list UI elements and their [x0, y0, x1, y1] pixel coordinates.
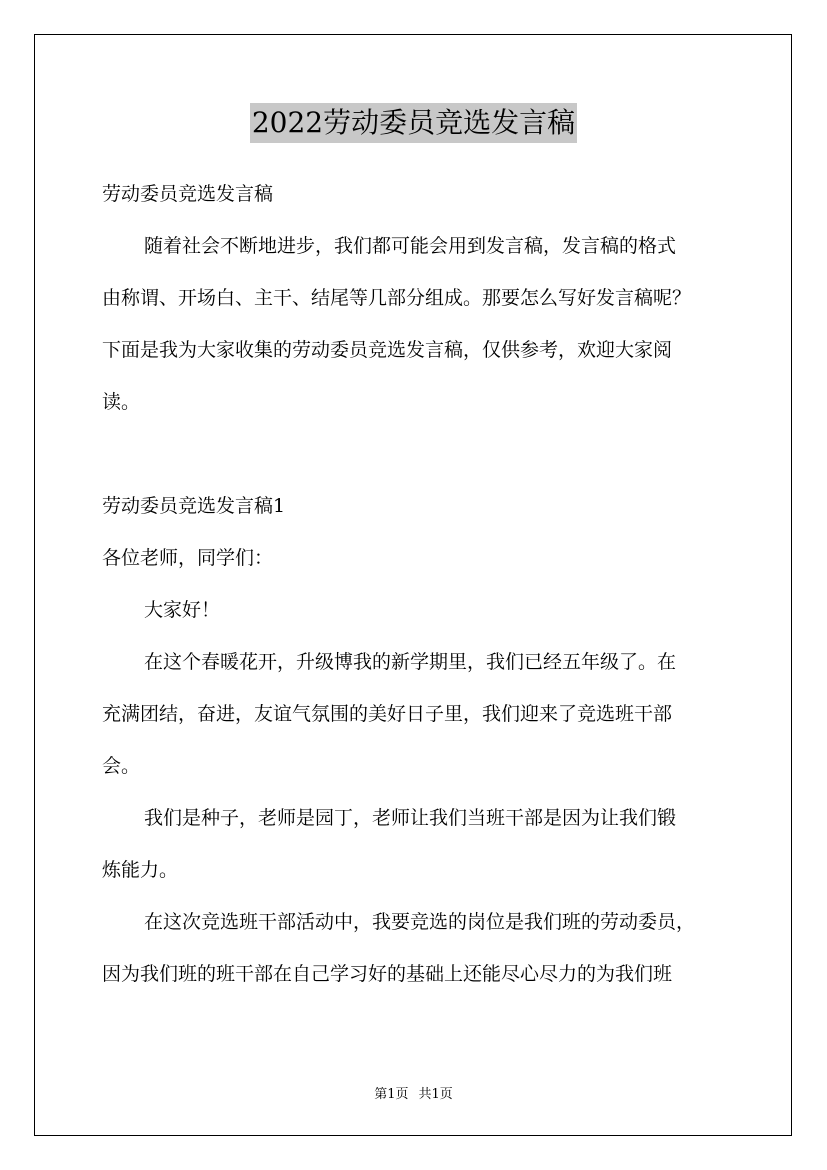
- text-line: 读。: [102, 391, 141, 413]
- text-line: 劳动委员竞选发言稿: [102, 183, 274, 205]
- salutation: 各位老师，同学们：: [102, 547, 274, 569]
- page-footer: [0, 1083, 827, 1102]
- page-total: 共1页: [418, 1087, 453, 1102]
- greeting: 大家好！: [144, 599, 221, 621]
- page-number: 第1页: [374, 1087, 409, 1102]
- text-line: 在这次竞选班干部活动中，我要竞选的岗位是我们班的劳动委员，: [144, 911, 696, 933]
- text-line: 随着社会不断地进步，我们都可能会用到发言稿，发言稿的格式: [144, 235, 677, 257]
- section-heading: 劳动委员竞选发言稿1: [102, 495, 286, 517]
- document-title: 2022劳动委员竞选发言稿: [250, 103, 577, 143]
- text-line: 我们是种子，老师是园丁，老师让我们当班干部是因为让我们锻: [144, 807, 677, 829]
- text-line: 会。: [102, 755, 141, 777]
- title-container: [0, 103, 827, 143]
- text-line: 炼能力。: [102, 859, 179, 881]
- text-line: 充满团结，奋进，友谊气氛围的美好日子里，我们迎来了竞选班干部: [102, 703, 673, 725]
- text-line: 因为我们班的班干部在自己学习好的基础上还能尽心尽力的为我们班: [102, 963, 673, 985]
- text-line: 在这个春暖花开，升级博我的新学期里，我们已经五年级了。在: [144, 651, 677, 673]
- document-body: [102, 172, 728, 1004]
- text-line: 下面是我为大家收集的劳动委员竞选发言稿，仅供参考，欢迎大家阅: [102, 339, 673, 361]
- text-line: 由称谓、开场白、主干、结尾等几部分组成。那要怎么写好发言稿呢？: [102, 287, 692, 309]
- blank-line: [102, 432, 728, 484]
